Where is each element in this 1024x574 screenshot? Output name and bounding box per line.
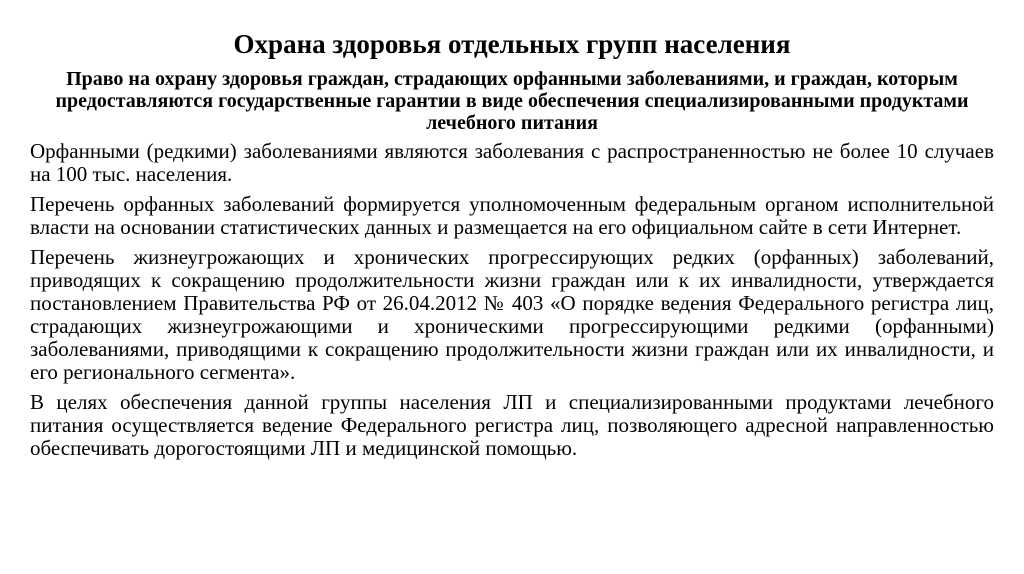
slide-subtitle: Право на охрану здоровья граждан, страдающих орфанными заболеваниями, и граждан, которым предоставляются государственные гарантии в виде обеспечения специализированными продуктами лечебного питания	[55, 68, 969, 134]
paragraph-federal-register: В целях обеспечения данной группы населения ЛП и специализированными продуктами лечебного питания осуществляется ведение Федерального регистра лиц, позволяющего адресной направленностью обеспечивать дорогостоящими ЛП и медицинской помощью.	[30, 390, 994, 460]
slide-title: Охрана здоровья отдельных групп населения	[233, 29, 791, 59]
paragraph-orphan-definition: Орфанными (редкими) заболеваниями являются заболевания с распространенностью не более 10 случаев на 100 тыс. населения.	[30, 139, 994, 186]
paragraph-orphan-list: Перечень орфанных заболеваний формируется уполномоченным федеральным органом исполнительной власти на основании статистических данных и размещается на его официальном сайте в сети Интернет.	[30, 192, 994, 239]
paragraph-government-decree: Перечень жизнеугрожающих и хронических прогрессирующих редких (орфанных) заболеваний, приводящих к сокращению продолжительности жизни граждан или к их инвалидности, утверждается постановлением Правительства РФ от 26.04.2012 № 403 «О порядке ведения Федерального регистра лиц, страдающих жизнеугрожающими и хроническими прогрессирующими редкими (орфанными) заболеваниями, приводящими к сокращению продолжительности жизни граждан или их инвалидности, и его регионального сегмента».	[30, 245, 994, 384]
